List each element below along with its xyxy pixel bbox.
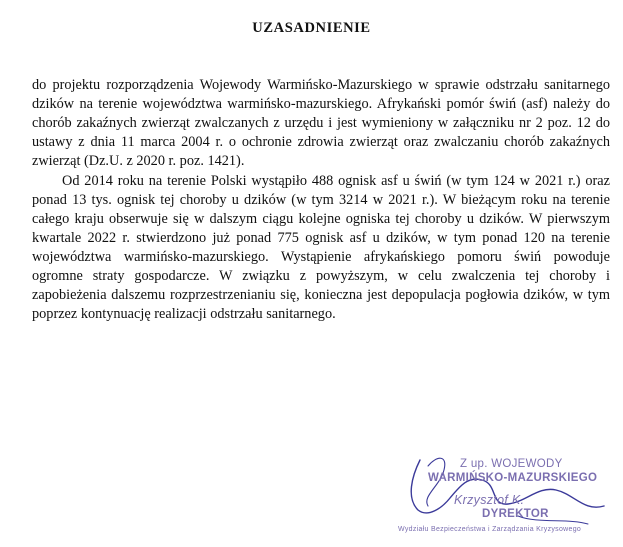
stamp-line-office: WARMIŃSKO-MAZURSKIEGO [428, 472, 598, 484]
document-body [32, 76, 610, 324]
stamp-line-authority: Z up. WOJEWODY [460, 458, 563, 470]
stamp-line-position: DYREKTOR [482, 508, 549, 520]
official-stamp [398, 446, 613, 544]
document-title: UZASADNIENIE [252, 20, 371, 36]
stamp-line-department: Wydziału Bezpieczeństwa i Zarządzania Kryzysowego [398, 526, 582, 533]
paragraph-2: Od 2014 roku na terenie Polski wystąpiło 488 ognisk asf u świń (w tym 124 w 2021 r.) oraz ponad 13 tys. ognisk tej choroby u dzików (w tym 3214 w 2021 r.). W bieżącym roku na terenie całego kraju obserwuje się w dalszym ciągu kolejne ogniska tej choroby u dzików. W pierwszym kwartale 2022 r. stwierdzono już ponad 775 ognisk asf u dzików, w tym ponad 120 na terenie województwa warmińsko-mazurskiego. Wystąpienie afrykańskiego pomoru świń powoduje ogromne straty gospodarcze. W związku z powyższym, w celu zwalczenia tej choroby i zapobieżenia dalszemu rozprzestrzenianiu się, konieczna jest depopulacja pogłowia dzików, w tym poprzez kontynuację realizacji odstrzału sanitarnego. [32, 173, 610, 322]
paragraph-1: do projektu rozporządzenia Wojewody Warmińsko-Mazurskiego w sprawie odstrzału sanitarnego dzików na terenie województwa warmińsko-mazurskiego. Afrykański pomór świń (asf) należy do chorób zakaźnych zwierząt zwalczanych z urzędu i jest wymieniony w załączniku nr 2 poz. 12 do ustawy z dnia 11 marca 2004 r. o ochronie zdrowia zwierząt oraz zwalczaniu chorób zakaźnych zwierząt (Dz.U. z 2020 r. poz. 1421). [32, 77, 610, 169]
stamp-line-name: Krzysztof K. [454, 493, 525, 507]
